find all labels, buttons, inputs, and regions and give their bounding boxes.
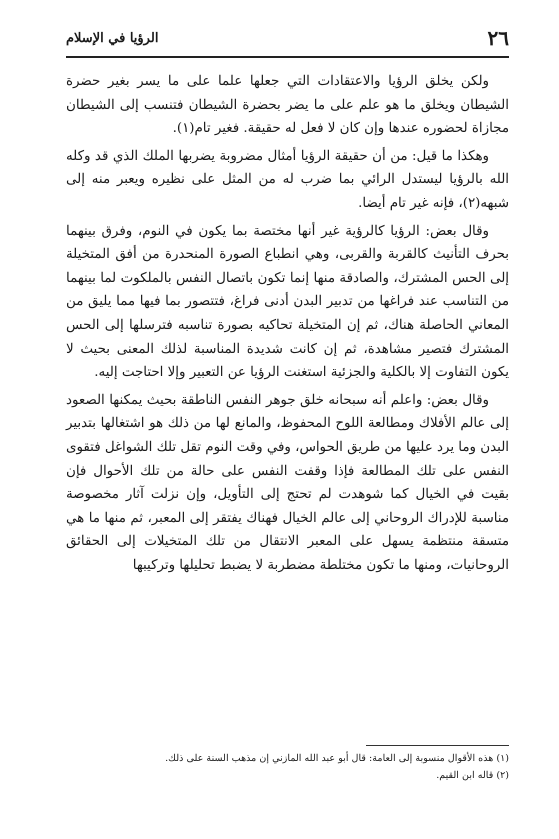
footnotes (66, 750, 509, 784)
footnote-rule (366, 745, 509, 746)
paragraph: وهكذا ما قيل: من أن حقيقة الرؤيا أمثال مضروبة يضربها الملك الذي قد وكله الله بالرؤيا ليستدل الرائي بما ضرب له من المثل على نظيره ويعبر منه إلى شبهه(٢)، فإنه غير تام أيضا. (66, 148, 509, 211)
header-rule (66, 56, 509, 58)
paragraph: ولكن يخلق الرؤيا والاعتقادات التي جعلها علما على ما يسر بغير حضرة الشيطان ويخلق ما هو علم على ما يضر بحضرة الشيطان فتنسب إلى الشيطان مجازاة لحضوره عندها وإن كان لا فعل له حقيقة. فغير تام(١). (66, 74, 509, 137)
footnote: (١) هذه الأقوال منسوبة إلى العامة: قال أبو عبد الله المازني إن مذهب السنة على ذلك. (165, 753, 509, 764)
footnote: (٢) قاله ابن القيم. (436, 770, 509, 781)
page-number: ٢٦ (487, 26, 509, 50)
running-title: الرؤيا في الإسلام (66, 31, 159, 46)
main-text (66, 70, 509, 581)
paragraph: وقال بعض: الرؤيا كالرؤية غير أنها مختصة بما يكون في النوم، وفرق بينهما بحرف التأنيث كالقربة والقربى، وهي انطباع الصورة المنحدرة من أفق المتخيلة إلى الحس المشترك، والصادقة منها إنما تكون باتصال النفس بالملكوت لما بينهما من التناسب عند فراغها من تدبير البدن أدنى فراغ، فتتصور بما فيها مما يليق من المعاني الحاصلة هناك، ثم إن المتخيلة تحاكيه بصورة تناسبه فترسلها إلى الحس المشترك فتصير مشاهدة، ثم إن كانت شديدة المناسبة لذلك المعنى بحيث لا يكون التفاوت إلا بالكلية والجزئية استغنت الرؤيا عن التعبير وإلا احتاجت إليه. (66, 223, 509, 381)
page-header (66, 26, 509, 54)
paragraph: وقال بعض: واعلم أنه سبحانه خلق جوهر النفس الناطقة بحيث يمكنها الصعود إلى عالم الأفلاك ومطالعة اللوح المحفوظ، والمانع لها من ذلك هو اشتغالها بتدبير البدن وما يرد عليها من طريق الحواس، وفي وقت النوم تقل تلك الشواغل فتقوى النفس على تلك المطالعة فإذا وقفت النفس على حالة من تلك الأحوال فإن بقيت في الخيال كما شوهدت لم تحتج إلى التأويل، وإن نزلت آثار مخصوصة مناسبة للإدراك الروحاني إلى عالم الخيال فهناك يفتقر إلى المعبر، ثم منها ما هي متسقة منتظمة يسهل على المعبر الانتقال من تلك المتخيلات إلى الحقائق الروحانيات، ومنها ما تكون مختلطة مضطربة لا يضبط تحليلها وتركيبها (66, 392, 509, 573)
